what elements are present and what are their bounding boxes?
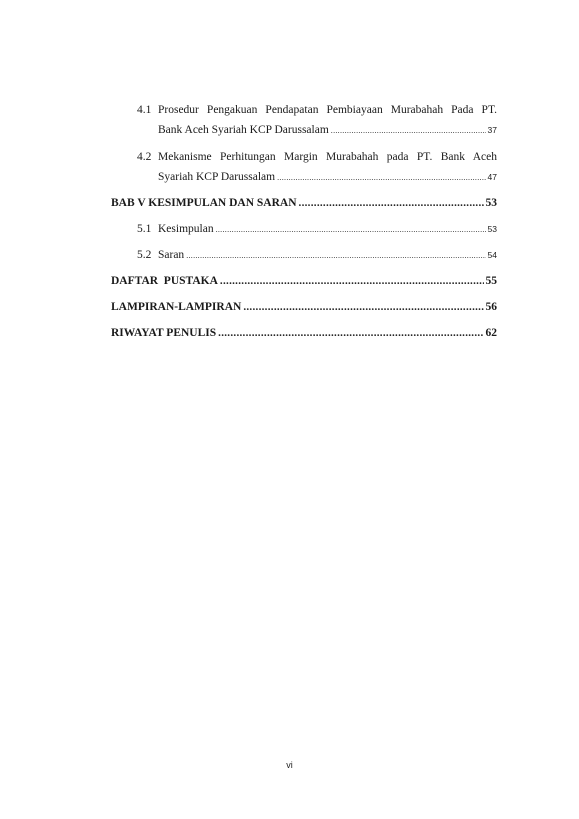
dot-leader	[331, 121, 486, 141]
toc-entry-title-line: Syariah KCP Darussalam	[158, 171, 276, 183]
dot-leader	[220, 271, 484, 291]
toc-entry-number: 4.1	[137, 104, 152, 116]
dot-leader	[218, 323, 483, 343]
toc-page-number: 62	[485, 327, 497, 339]
dot-leader	[277, 168, 485, 188]
toc-page-number: 47	[487, 172, 497, 182]
toc-entry-title: Saran	[158, 249, 185, 261]
dot-leader	[243, 297, 483, 317]
toc-entry-title-line: Mekanisme Perhitungan Margin Murabahah pada PT. Bank Aceh	[158, 151, 497, 163]
toc-entry-title: Kesimpulan	[158, 223, 214, 235]
toc-chapter-daftar-pustaka	[111, 271, 497, 291]
page-number-footer: vi	[286, 760, 293, 770]
toc-entry-4-1	[137, 100, 497, 141]
toc-chapter-title: LAMPIRAN-LAMPIRAN	[111, 301, 242, 313]
toc-entry-4-2	[137, 147, 497, 188]
toc-entry-title-line: Prosedur Pengakuan Pendapatan Pembiayaan Murabahah Pada PT.	[158, 104, 497, 116]
toc-page-number: 53	[487, 224, 497, 234]
toc-chapter-lampiran	[111, 297, 497, 317]
dot-leader	[186, 246, 485, 266]
toc-entry-title-line: Bank Aceh Syariah KCP Darussalam	[158, 124, 329, 136]
toc-page-number: 54	[487, 250, 497, 260]
toc-page-number: 55	[485, 275, 497, 287]
toc-page-number: 56	[485, 301, 497, 313]
toc-chapter-bab-v	[111, 193, 497, 213]
toc-chapter-title: BAB V KESIMPULAN DAN SARAN	[111, 197, 297, 209]
toc-entry-number: 4.2	[137, 151, 152, 163]
toc-entry-number: 5.1	[137, 223, 152, 235]
toc-entry-5-1	[137, 219, 497, 240]
toc-page-number: 37	[487, 125, 497, 135]
toc-chapter-title: RIWAYAT PENULIS	[111, 327, 217, 339]
toc-entry-number: 5.2	[137, 249, 152, 261]
toc-chapter-riwayat-penulis	[111, 323, 497, 343]
toc-entry-5-2	[137, 245, 497, 266]
table-of-contents	[111, 100, 497, 343]
toc-chapter-title: DAFTAR PUSTAKA	[111, 275, 218, 287]
dot-leader	[216, 220, 486, 240]
toc-page-number: 53	[485, 197, 497, 209]
dot-leader	[299, 193, 484, 213]
